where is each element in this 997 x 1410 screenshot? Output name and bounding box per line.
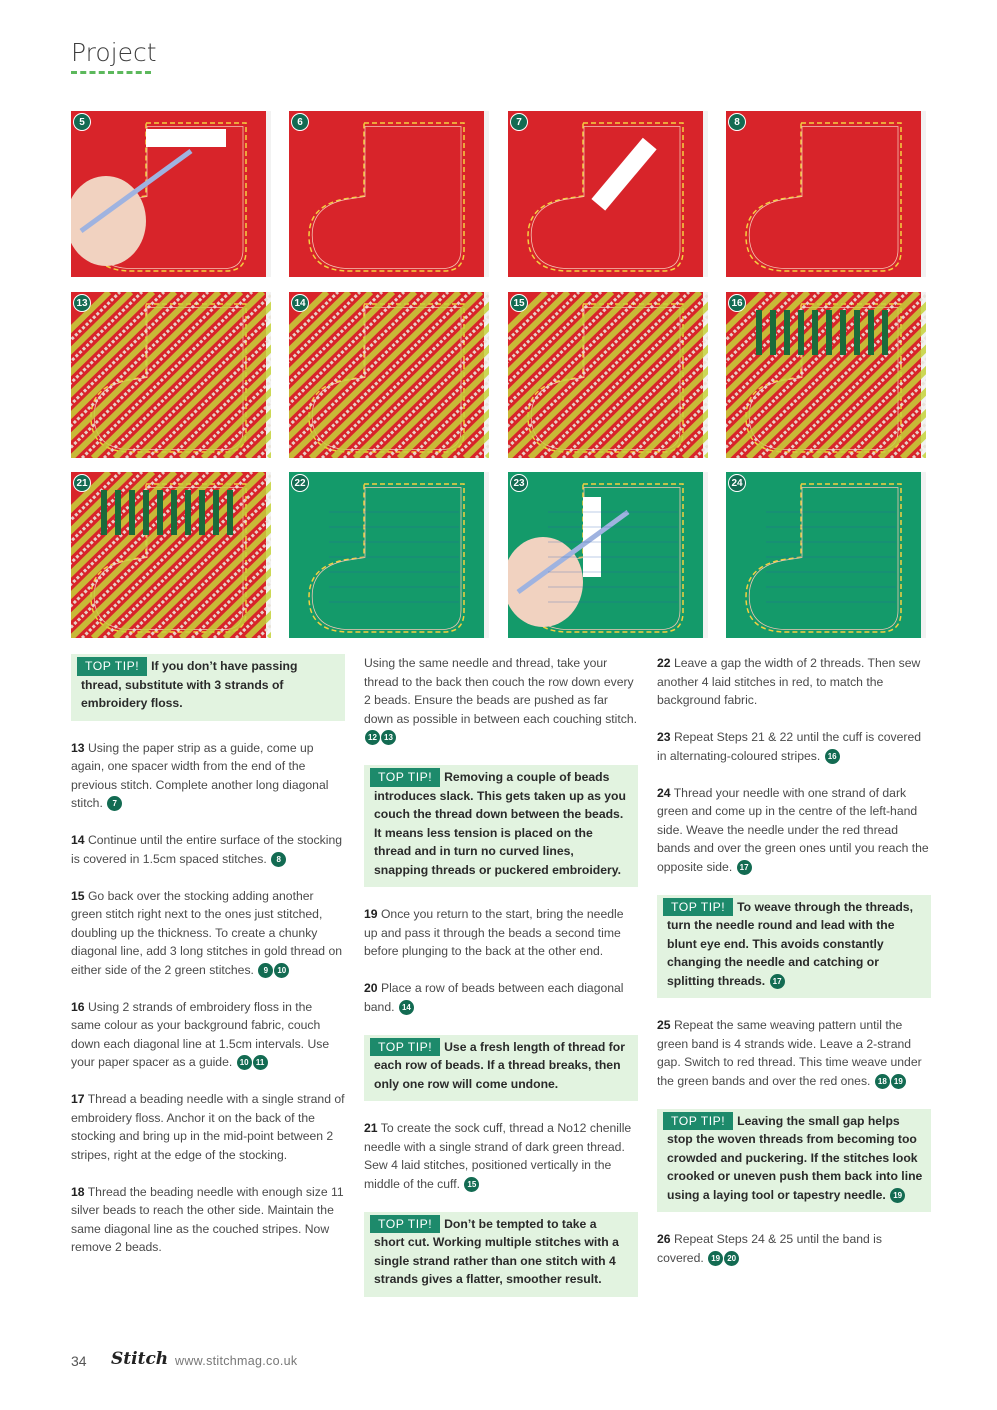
top-tip [657,1109,931,1213]
step-photo-8 [726,111,926,277]
step-text: Using the same needle and thread, take your thread to the back then couch the row down every 2 beads. Ensure the beads are pushed as far down as possible in between each couching stitch. [364,656,638,726]
step-photo-23 [508,472,708,638]
step-number: 24 [657,785,671,800]
step-badge: 23 [510,474,528,492]
column-1 [71,654,345,1275]
top-tip [364,1212,638,1297]
step-photo-ref-badge: 14 [399,1000,414,1015]
step-15 [71,887,345,980]
step-number: 16 [71,999,85,1014]
tip-label: TOP TIP! [370,768,440,787]
step-photo-ref-badge: 8 [271,852,286,867]
column-2 [364,654,638,1315]
tip-text: To weave through the threads, turn the needle round and lead with the blunt eye end. This avoids constantly changing the needle and catching or splitting threads. [667,899,913,988]
step-text: Repeat Steps 21 & 22 until the cuff is covered in alternating-coloured stripes. [657,730,922,763]
step-badge: 14 [291,294,309,312]
tip-text: Removing a couple of beads introduces slack. This gets taken up as you couch the thread down between the beads. It means less tension is placed on the thread and in turn no curved lines, snapping threads or puckered embroidery. [374,770,626,877]
step-photo-13 [71,292,271,458]
tip-text: Use a fresh length of thread for each row of beads. If a thread breaks, then only one row will come undone. [374,1039,625,1091]
step-17 [71,1090,345,1164]
top-tip [71,654,345,721]
step-number: 19 [364,907,378,921]
step-21 [364,1119,638,1193]
step-badge: 7 [510,113,528,131]
step-photo-6 [289,111,489,277]
website-url: www.stitchmag.co.uk [175,1354,298,1368]
magazine-logo: Stitch [111,1349,169,1369]
step-number: 15 [71,888,85,903]
step-photo-ref-badge: 7 [107,796,122,811]
step-number: 14 [71,833,85,847]
step-badge: 15 [510,294,528,312]
step-photo-ref-badge: 15 [464,1177,479,1192]
top-tip [364,765,638,887]
step-photo-ref-badge: 19 [890,1188,905,1203]
step-24 [657,784,931,877]
step-badge: 5 [73,113,91,131]
step-badge: 8 [728,113,746,131]
step-badge: 24 [728,474,746,492]
step-photo-15 [508,292,708,458]
step-18 [71,1183,345,1257]
tip-text: Leaving the small gap helps stop the woven threads from becoming too crowded and puckering. If the stitches look crooked or uneven push them back into line using a laying tool or tapestry needle. [667,1113,923,1202]
step-photo-ref-badge: 10 [237,1055,252,1070]
step-badge: 6 [291,113,309,131]
tip-label: TOP TIP! [77,657,147,676]
step-photo-ref-badge: 11 [253,1055,268,1070]
step-badge: 16 [728,294,746,312]
tip-text: If you don’t have passing thread, substitute with 3 strands of embroidery floss. [81,659,298,710]
page-number: 34 [71,1353,87,1369]
step-number: 22 [657,656,671,670]
step-photo-ref-badge: 10 [274,963,289,978]
step-badge: 22 [291,474,309,492]
column-3 [657,654,931,1286]
step-photo-22 [289,472,489,638]
step-text: Using the paper strip as a guide, come up again, one spacer width from the end of the previous stitch. Complete another long diagonal stitch. [71,740,329,810]
step-photo-ref-badge: 17 [737,860,752,875]
step-photo-ref-badge: 9 [258,963,273,978]
top-tip [364,1035,638,1102]
step-text: Repeat the same weaving pattern until the green band is 4 strands wide. Leave a 2-strand gap. Switch to red thread. This time weave under the green bands and over the red ones. [657,1018,922,1088]
step-badge: 13 [73,294,91,312]
step-photo-5 [71,111,271,277]
tip-text: Don’t be tempted to take a short cut. Working multiple stitches with a single strand rather than one stitch with 4 strands gives a flatter, smoother result. [374,1216,619,1286]
step-photo-ref-badge: 18 [875,1074,890,1089]
step-text: Continue until the entire surface of the stocking is covered in 1.5cm spaced stitches. [71,833,343,866]
step-19 [364,905,638,961]
tip-label: TOP TIP! [663,898,733,917]
step-photo-14 [289,292,489,458]
step-photo-ref-badge: 12 [365,730,380,745]
step-number: 25 [657,1018,671,1032]
step-text: Go back over the stocking adding another green stitch right next to the ones just stitched, doubling up the thickness. To create a chunky diagonal line, add 3 long stitches in gold thread on either side of the 2 green stitches. [71,888,343,977]
step-number: 17 [71,1092,85,1106]
tip-label: TOP TIP! [370,1215,440,1234]
section-title: Project [71,38,157,67]
step-13 [71,739,345,813]
step-photo-ref-badge: 19 [891,1074,906,1089]
step-number: 20 [364,981,378,995]
step-16 [71,998,345,1072]
step-number: 23 [657,730,671,744]
step-text: Using 2 strands of embroidery floss in the same colour as your background fabric, couch down each diagonal line at 1.5cm intervals. Use your paper spacer as a guide. [71,999,330,1069]
step-badge: 21 [73,474,91,492]
title-underline [71,71,151,74]
step-23 [657,728,931,765]
step-number: 21 [364,1121,378,1135]
step-text: Place a row of beads between each diagonal band. [364,981,624,1014]
step-photo-ref-badge: 13 [381,730,396,745]
tip-label: TOP TIP! [370,1038,440,1057]
step-text: Thread the beading needle with enough size 11 silver beads to reach the other side. Maintain the same diagonal line as the couched stripes. Now remove 2 beads. [71,1184,344,1254]
step-text: Leave a gap the width of 2 threads. Then sew another 4 laid stitches in red, to match the background fabric. [657,656,921,707]
step-photo-16 [726,292,926,458]
step-text: Thread your needle with one strand of dark green and come up in the centre of the left-hand side. Weave the needle under the red thread bands and over the green ones until you reach the opposite side. [657,785,929,874]
step-photo-21 [71,472,271,638]
step-text: To create the sock cuff, thread a No12 chenille needle with a single strand of dark green thread. Sew 4 laid stitches, positioned vertically in the middle of the cuff. [364,1121,632,1191]
top-tip [657,895,931,999]
step-14 [71,831,345,868]
step-number: 26 [657,1232,671,1246]
step-20 [364,979,638,1016]
tip-label: TOP TIP! [663,1112,733,1131]
step-26 [657,1230,931,1267]
step-photo-ref-badge: 19 [708,1251,723,1266]
step-text: Thread a beading needle with a single strand of embroidery floss. Anchor it on the back of the stocking and bring up in the mid-point between 2 stripes, right at the edge of the stocking. [71,1092,345,1162]
step-photo-ref-badge: 17 [770,974,785,989]
step-photo-7 [508,111,708,277]
step-photo-24 [726,472,926,638]
step-number: 18 [71,1184,85,1199]
step-photo-ref-badge: 16 [825,749,840,764]
step-number: 13 [71,740,85,755]
step-photo-ref-badge: 20 [724,1251,739,1266]
step-text: Once you return to the start, bring the needle up and pass it through the beads a second time before plunging to the back at the other end. [364,907,624,958]
step-22 [657,654,931,710]
step-18-continued [364,654,638,747]
step-text: Repeat Steps 24 & 25 until the band is covered. [657,1232,882,1265]
step-25 [657,1016,931,1090]
